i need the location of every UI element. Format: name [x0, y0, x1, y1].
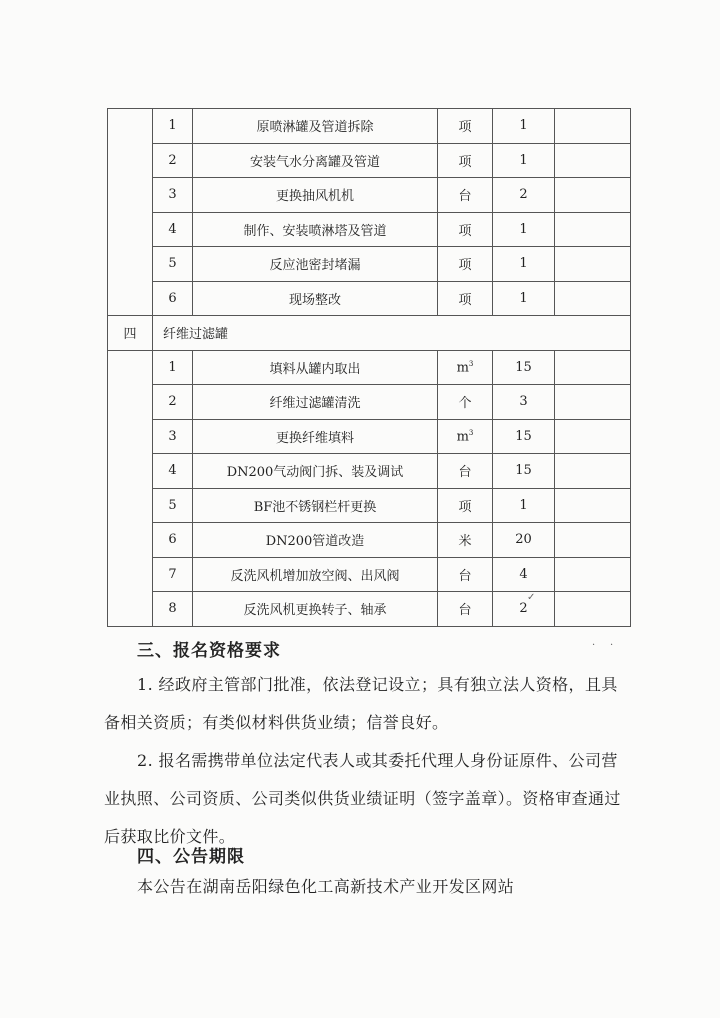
unit-superscript: 3: [468, 428, 474, 437]
table-row: [108, 109, 631, 144]
table-row: [108, 247, 631, 282]
group-cell: [108, 350, 153, 626]
row-unit: 台: [438, 557, 493, 592]
row-number: 1: [153, 350, 193, 385]
section-4-paragraph-1: [104, 868, 634, 906]
table-row: [108, 592, 631, 627]
row-qty: 20: [493, 523, 555, 558]
row-qty: 15: [493, 419, 555, 454]
row-qty: 1: [493, 488, 555, 523]
row-unit: 米: [438, 523, 493, 558]
row-unit: [438, 419, 493, 454]
row-qty: 1: [493, 212, 555, 247]
table-row: [108, 557, 631, 592]
section-heading-4: 四、公告期限: [137, 847, 245, 867]
row-note: [555, 557, 631, 592]
row-qty: 1: [493, 281, 555, 316]
table-row: [108, 488, 631, 523]
row-number: 2: [153, 385, 193, 420]
row-unit: 项: [438, 143, 493, 178]
group-cell: [108, 109, 153, 316]
row-qty: 1: [493, 143, 555, 178]
row-unit: 项: [438, 488, 493, 523]
table-row: [108, 419, 631, 454]
row-number: 4: [153, 212, 193, 247]
table-row: [108, 385, 631, 420]
row-item: 安装气水分离罐及管道: [193, 143, 438, 178]
unit-text: m: [456, 359, 469, 375]
table-row: [108, 143, 631, 178]
row-qty: 1: [493, 247, 555, 282]
row-qty: 2: [493, 592, 555, 627]
row-number: 1: [153, 109, 193, 144]
section-3-paragraph-2: [104, 742, 634, 856]
row-qty: 3: [493, 385, 555, 420]
row-unit: [438, 350, 493, 385]
row-note: [555, 350, 631, 385]
row-item: 原喷淋罐及管道拆除: [193, 109, 438, 144]
row-number: 8: [153, 592, 193, 627]
row-unit: 项: [438, 212, 493, 247]
table-row: [108, 454, 631, 489]
row-unit: 台: [438, 454, 493, 489]
scan-speck-icon: ·: [610, 640, 614, 651]
row-item: 反应池密封堵漏: [193, 247, 438, 282]
row-item: 反洗风机增加放空阀、出风阀: [193, 557, 438, 592]
row-number: 5: [153, 488, 193, 523]
row-item: 填料从罐内取出: [193, 350, 438, 385]
row-number: 4: [153, 454, 193, 489]
row-note: [555, 281, 631, 316]
row-unit: 项: [438, 247, 493, 282]
row-note: [555, 523, 631, 558]
scan-speck-icon: ·: [592, 640, 596, 651]
row-item: 更换纤维填料: [193, 419, 438, 454]
row-item: 反洗风机更换转子、轴承: [193, 592, 438, 627]
row-qty: 15: [493, 454, 555, 489]
row-qty: 2: [493, 178, 555, 213]
row-note: [555, 212, 631, 247]
row-note: [555, 109, 631, 144]
paragraph-text: 1. 经政府主管部门批准，依法登记设立；具有独立法人资格，且具备相关资质；有类似材料供货业绩；信誉良好。: [104, 675, 618, 732]
row-note: [555, 385, 631, 420]
row-number: 5: [153, 247, 193, 282]
row-note: [555, 419, 631, 454]
row-item: DN200管道改造: [193, 523, 438, 558]
row-item: BF池不锈钢栏杆更换: [193, 488, 438, 523]
row-qty: 1: [493, 109, 555, 144]
section-title: 纤维过滤罐: [153, 316, 631, 351]
row-qty: 4: [493, 557, 555, 592]
table-row: [108, 523, 631, 558]
items-table: [107, 108, 631, 627]
row-item: 更换抽风机机: [193, 178, 438, 213]
table-row: [108, 350, 631, 385]
row-note: [555, 592, 631, 627]
section-number: 四: [108, 316, 153, 351]
row-note: [555, 488, 631, 523]
row-number: 3: [153, 178, 193, 213]
row-unit: 项: [438, 281, 493, 316]
unit-superscript: 3: [468, 359, 474, 368]
unit-text: m: [456, 428, 469, 444]
row-number: 3: [153, 419, 193, 454]
row-item: 纤维过滤罐清洗: [193, 385, 438, 420]
section-heading-3: 三、报名资格要求: [137, 641, 281, 661]
paragraph-text: 本公告在湖南岳阳绿色化工高新技术产业开发区网站: [137, 877, 515, 896]
pen-checkmark-icon: ✓: [527, 592, 536, 603]
row-note: [555, 454, 631, 489]
row-qty: 15: [493, 350, 555, 385]
paragraph-text: 2. 报名需携带单位法定代表人或其委托代理人身份证原件、公司营业执照、公司资质、公司类似供货业绩证明（签字盖章）。资格审查通过后获取比价文件。: [104, 751, 621, 846]
table-row: [108, 212, 631, 247]
row-note: [555, 178, 631, 213]
row-number: 7: [153, 557, 193, 592]
row-item: 现场整改: [193, 281, 438, 316]
row-unit: 台: [438, 592, 493, 627]
row-item: 制作、安装喷淋塔及管道: [193, 212, 438, 247]
table-row: [108, 281, 631, 316]
row-note: [555, 143, 631, 178]
row-number: 6: [153, 523, 193, 558]
row-number: 6: [153, 281, 193, 316]
row-number: 2: [153, 143, 193, 178]
row-unit: 个: [438, 385, 493, 420]
row-unit: 项: [438, 109, 493, 144]
section-row: [108, 316, 631, 351]
section-3-paragraph-1: [104, 666, 634, 742]
table-row: [108, 178, 631, 213]
row-item: DN200气动阀门拆、装及调试: [193, 454, 438, 489]
row-note: [555, 247, 631, 282]
row-unit: 台: [438, 178, 493, 213]
